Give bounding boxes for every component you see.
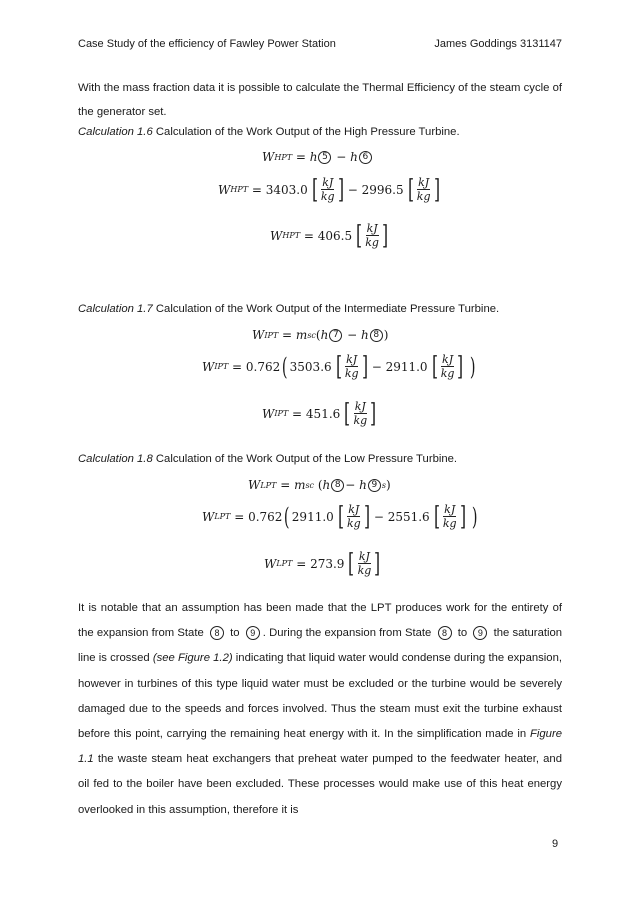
calc-1-7-caption [78, 303, 562, 315]
header-author: James Goddings 3131147 [434, 38, 562, 50]
calc-1-7-label: Calculation 1.7 [78, 303, 153, 315]
figure-ref-1-1: Figure 1.1 [78, 728, 562, 766]
calc-1-8-caption [78, 453, 562, 465]
calc-1-6-caption [78, 126, 562, 138]
eq-1-8-a: W LPT = m sc ( h 8 − h 9 s ) [248, 478, 391, 492]
calc-1-8-label: Calculation 1.8 [78, 453, 153, 465]
eq-1-6-b: W HPT = 3403.0 [ $\frac{kJ}{kg}$ ] − 2996.5 [ $\frac{kJ}{kg}$ ] [218, 174, 440, 205]
calc-1-7-title: Calculation of the Work Output of the Intermediate Pressure Turbine. [155, 303, 500, 315]
eq-1-6-a: W HPT = h 5 − h 6 [262, 150, 373, 164]
intro-paragraph: With the mass fraction data it is possible to calculate the Thermal Efficiency of the steam cycle of the generator set. [78, 82, 562, 118]
eq-1-8-c: W LPT = 273.9 [ $\frac{kJ}{kg}$ ] [264, 548, 381, 579]
calc-1-6-title: Calculation of the Work Output of the High Pressure Turbine. [155, 126, 460, 138]
eq-1-7-a: W IPT = m sc ( h 7 − h 8 ) [252, 328, 389, 342]
page-header [78, 38, 562, 50]
calc-1-8-title: Calculation of the Work Output of the Low Pressure Turbine. [155, 453, 458, 465]
calc-1-6-label: Calculation 1.6 [78, 126, 153, 138]
eq-1-7-b: W IPT = 0.762 ( 3503.6 [ $\frac{kJ}{kg}$ ] − 2911.0 [ $\frac{kJ}{kg}$ ] ) [202, 351, 476, 382]
body-paragraph: It is notable that an assumption has been made that the LPT produces work for the entirety of the expansion from State 8 to 9 . During the expansion from State 8 to 9 the saturation line is crossed (see Figure 1.2) indicating that liquid water would condense during the expansion, however in turbines of this type liquid water must be excluded or the turbine would be severely damaged due to the speeds and forces involved. Thus the steam must exit the turbine exhaust before this point, carrying the remaining heat energy with it. In the simplification made in Figure 1.1 the waste steam heat exchangers that preheat water pumped to the feedwater heater, and oil fed to the boiler have been excluded. These processes would make use of this heat energy overlooked in this assumption, therefore it is [78, 602, 563, 816]
figure-ref-1-2: (see Figure 1.2) [152, 652, 233, 665]
eq-1-8-b: W LPT = 0.762 ( 2911.0 [ $\frac{kJ}{kg}$ ] − 2551.6 [ $\frac{kJ}{kg}$ ] ) [202, 501, 478, 532]
header-title: Case Study of the efficiency of Fawley Power Station [78, 38, 336, 50]
eq-1-6-c: W HPT = 406.5 [ $\frac{kJ}{kg}$ ] [270, 220, 389, 251]
eq-1-7-c: W IPT = 451.6 [ $\frac{kJ}{kg}$ ] [262, 398, 377, 429]
page-number: 9 [552, 838, 559, 850]
